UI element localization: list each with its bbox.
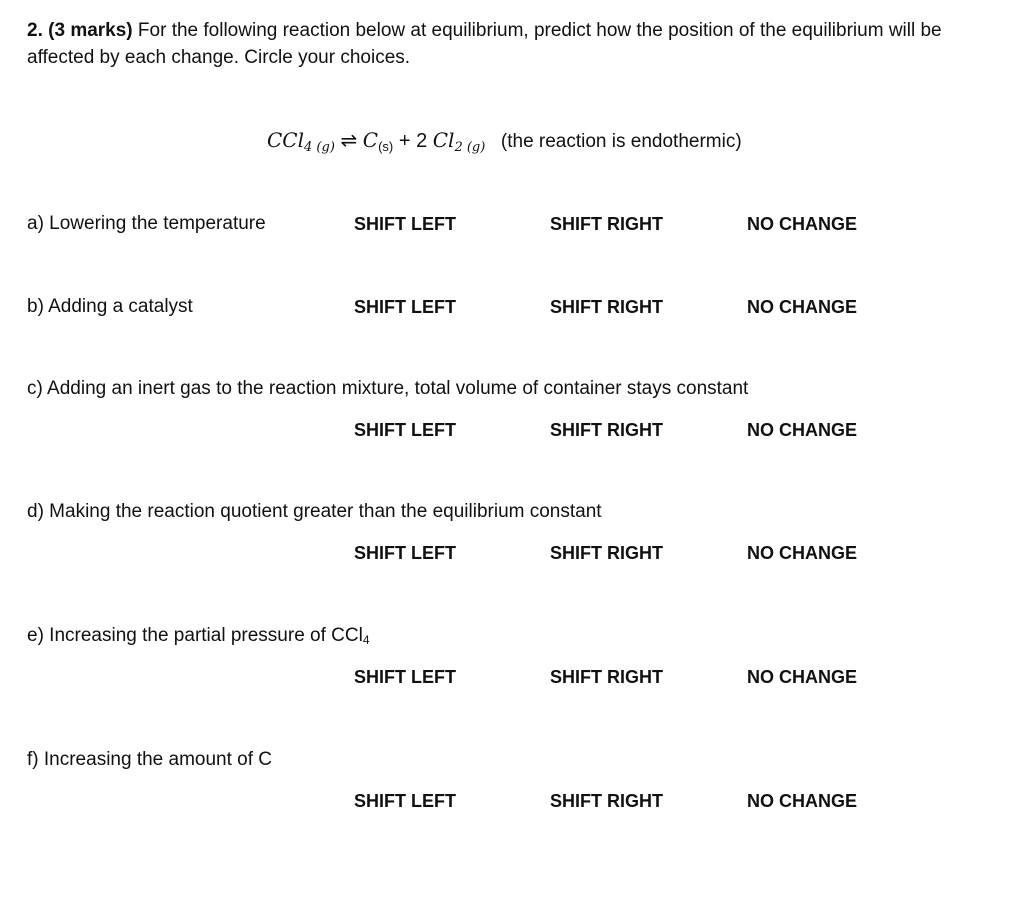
reactant-state: 4 (g)	[304, 140, 335, 155]
equilibrium-arrow: ⇌	[340, 130, 358, 152]
product-chlorine-state: 2 (g)	[454, 140, 486, 155]
part-e-shift-right[interactable]: SHIFT RIGHT	[550, 667, 663, 687]
reaction-note: (the reaction is endothermic)	[500, 131, 742, 152]
part-f-shift-right[interactable]: SHIFT RIGHT	[550, 791, 663, 811]
part-b-no-change[interactable]: NO CHANGE	[747, 297, 858, 317]
product-chlorine: Cl	[432, 128, 455, 152]
part-f-label: f) Increasing the amount of C	[27, 749, 273, 770]
part-c-shift-left[interactable]: SHIFT LEFT	[354, 420, 456, 440]
part-c-label: c) Adding an inert gas to the reaction mixture, total volume of container stays constant	[27, 378, 749, 399]
part-a-shift-left[interactable]: SHIFT LEFT	[354, 214, 456, 234]
question-header	[27, 17, 997, 71]
question-number: 2.	[27, 20, 43, 41]
part-a-label: a) Lowering the temperature	[27, 213, 266, 234]
part-e-label	[27, 624, 370, 652]
part-a-no-change[interactable]: NO CHANGE	[747, 214, 858, 234]
part-d-shift-right[interactable]: SHIFT RIGHT	[550, 543, 663, 563]
product-carbon: C	[362, 128, 379, 152]
reaction-equation	[267, 126, 742, 162]
part-e-label-subscript: 4	[362, 633, 370, 647]
part-e-no-change[interactable]: NO CHANGE	[747, 667, 858, 687]
part-a-shift-right[interactable]: SHIFT RIGHT	[550, 214, 663, 234]
part-b-shift-left[interactable]: SHIFT LEFT	[354, 297, 456, 317]
part-d-shift-left[interactable]: SHIFT LEFT	[354, 543, 456, 563]
part-f-shift-left[interactable]: SHIFT LEFT	[354, 791, 456, 811]
part-f-no-change[interactable]: NO CHANGE	[747, 791, 858, 811]
plus-coefficient: + 2	[398, 130, 428, 152]
part-d-no-change[interactable]: NO CHANGE	[747, 543, 858, 563]
reactant: CCl	[267, 128, 305, 152]
part-d-label: d) Making the reaction quotient greater than the equilibrium constant	[27, 501, 602, 522]
part-c-shift-right[interactable]: SHIFT RIGHT	[550, 420, 663, 440]
part-c-no-change[interactable]: NO CHANGE	[747, 420, 858, 440]
part-e-shift-left[interactable]: SHIFT LEFT	[354, 667, 456, 687]
question-text: For the following reaction below at equilibrium, predict how the position of the equilibrium will be affected by each change. Circle your choices.	[27, 20, 942, 68]
product-carbon-state: (s)	[378, 139, 394, 154]
part-e-label-text: e) Increasing the partial pressure of CCl	[27, 625, 363, 646]
part-b-label: b) Adding a catalyst	[27, 296, 193, 317]
question-marks: (3 marks)	[48, 20, 133, 41]
part-b-shift-right[interactable]: SHIFT RIGHT	[550, 297, 663, 317]
